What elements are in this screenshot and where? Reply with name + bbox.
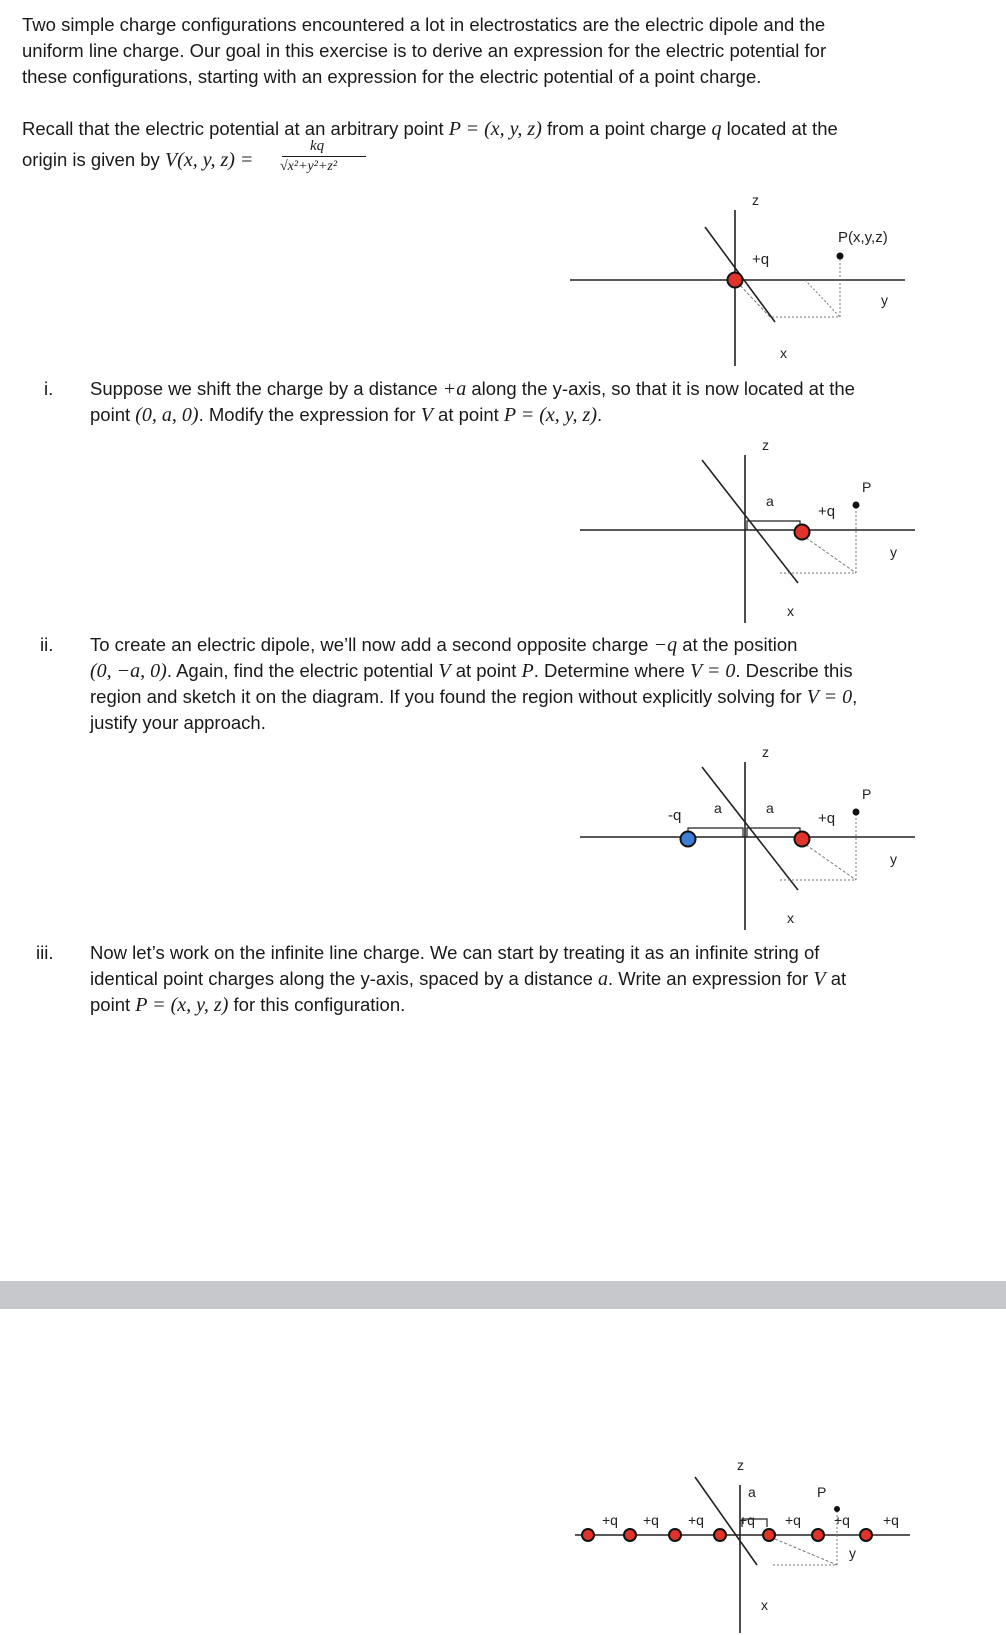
projection-diagonal (737, 282, 770, 317)
line-charge-label: +q (739, 1512, 755, 1528)
negative-charge-label: -q (668, 807, 682, 824)
point-p-label: P (862, 479, 872, 495)
z-axis-label: z (762, 744, 769, 760)
line-charge-label: +q (688, 1512, 704, 1528)
distance-a-bracket-left (688, 828, 743, 837)
distance-a-label-right: a (766, 800, 774, 816)
spacing-a-label: a (748, 1484, 756, 1500)
distance-a-label-left: a (714, 800, 722, 816)
figure-line-charge (575, 1455, 915, 1635)
z-axis-label: z (752, 192, 759, 208)
y-axis-label: y (881, 292, 888, 308)
x-axis-label: x (787, 910, 794, 926)
charge-label: +q (818, 503, 836, 520)
point-p-label: P (862, 786, 872, 802)
line-charge-dot (763, 1529, 775, 1541)
potential-fraction (276, 138, 366, 180)
y-axis-label: y (890, 851, 897, 867)
line-charge-dot (714, 1529, 726, 1541)
line-charge-label: +q (785, 1512, 801, 1528)
line-charge-label: +q (883, 1512, 899, 1528)
intro-paragraph (22, 12, 982, 90)
positive-charge-label: +q (818, 810, 836, 827)
line-charge-dot (860, 1529, 872, 1541)
figure-shifted-charge (580, 435, 920, 625)
fraction-denominator: √x²+y²+z² (280, 159, 338, 174)
z-axis-label: z (737, 1457, 744, 1473)
projection-diagonal (802, 535, 856, 573)
point-p-label: P(x,y,z) (838, 229, 888, 246)
fraction-numerator: kq (310, 138, 325, 154)
projection-line-x (805, 280, 840, 317)
y-axis-label: y (890, 544, 897, 560)
line-charge-label: +q (834, 1512, 850, 1528)
part-ii-number: ii. (40, 634, 54, 655)
recall-line-1: Recall that the electric potential at an arbitrary point P = (x, y, z) from a point charge q located at the (22, 118, 838, 140)
point-p-dot (853, 502, 860, 509)
line-charge-dot (582, 1529, 594, 1541)
line-charge-dot (669, 1529, 681, 1541)
point-p-dot (853, 809, 860, 816)
fraction-bar (282, 156, 366, 157)
line-charge-label: +q (643, 1512, 659, 1528)
y-axis-label: y (849, 1545, 856, 1561)
recall-line-2: origin is given by V(x, y, z) = (22, 149, 254, 171)
intro-line-2: uniform line charge. Our goal in this exercise is to derive an expression for the electric potential for (22, 40, 827, 61)
distance-a-label: a (766, 493, 774, 509)
page-separator-band (0, 1281, 1006, 1309)
figure-point-charge-origin (570, 190, 910, 370)
part-iii-number: iii. (36, 942, 54, 963)
charge-dot-negative (681, 832, 696, 847)
charge-dot-positive (795, 525, 810, 540)
part-iii-text: Now let’s work on the infinite line charge. We can start by treating it as an infinite string of identical point charges along the y-axis, spaced by a distance a. Write an expression for V at point P = (x, y, z) for this configuration. (90, 942, 847, 1016)
point-p-dot (837, 253, 844, 260)
line-charge-label: +q (602, 1512, 618, 1528)
line-charge-dot (624, 1529, 636, 1541)
x-axis-label: x (780, 345, 787, 361)
part-ii-text: To create an electric dipole, we’ll now add a second opposite charge −q at the position (0, −a, 0). Again, find the electric potential V at point P. Determine where V = 0. Describe this region and sketch it on the diagram. If you found the region without explicitly solving for V = 0, justify your approach. (90, 634, 858, 733)
point-p-label: P (817, 1484, 827, 1500)
projection-diagonal (802, 842, 856, 880)
charge-dot-positive (728, 273, 743, 288)
line-charge-dot (812, 1529, 824, 1541)
intro-line-3: these configurations, starting with an expression for the electric potential of a point charge. (22, 66, 762, 87)
part-i-number: i. (44, 378, 54, 399)
part-i-text: Suppose we shift the charge by a distance +a along the y-axis, so that it is now located at the point (0, a, 0). Modify the expression for V at point P = (x, y, z). (90, 378, 855, 426)
projection-diagonal (775, 1539, 837, 1565)
x-axis-label: x (787, 603, 794, 619)
intro-line-1: Two simple charge configurations encountered a lot in electrostatics are the electric dipole and the (22, 14, 826, 35)
figure-dipole (580, 742, 920, 932)
charge-dot-positive (795, 832, 810, 847)
charge-label: +q (752, 251, 770, 268)
x-axis-label: x (761, 1597, 768, 1613)
z-axis-label: z (762, 437, 769, 453)
